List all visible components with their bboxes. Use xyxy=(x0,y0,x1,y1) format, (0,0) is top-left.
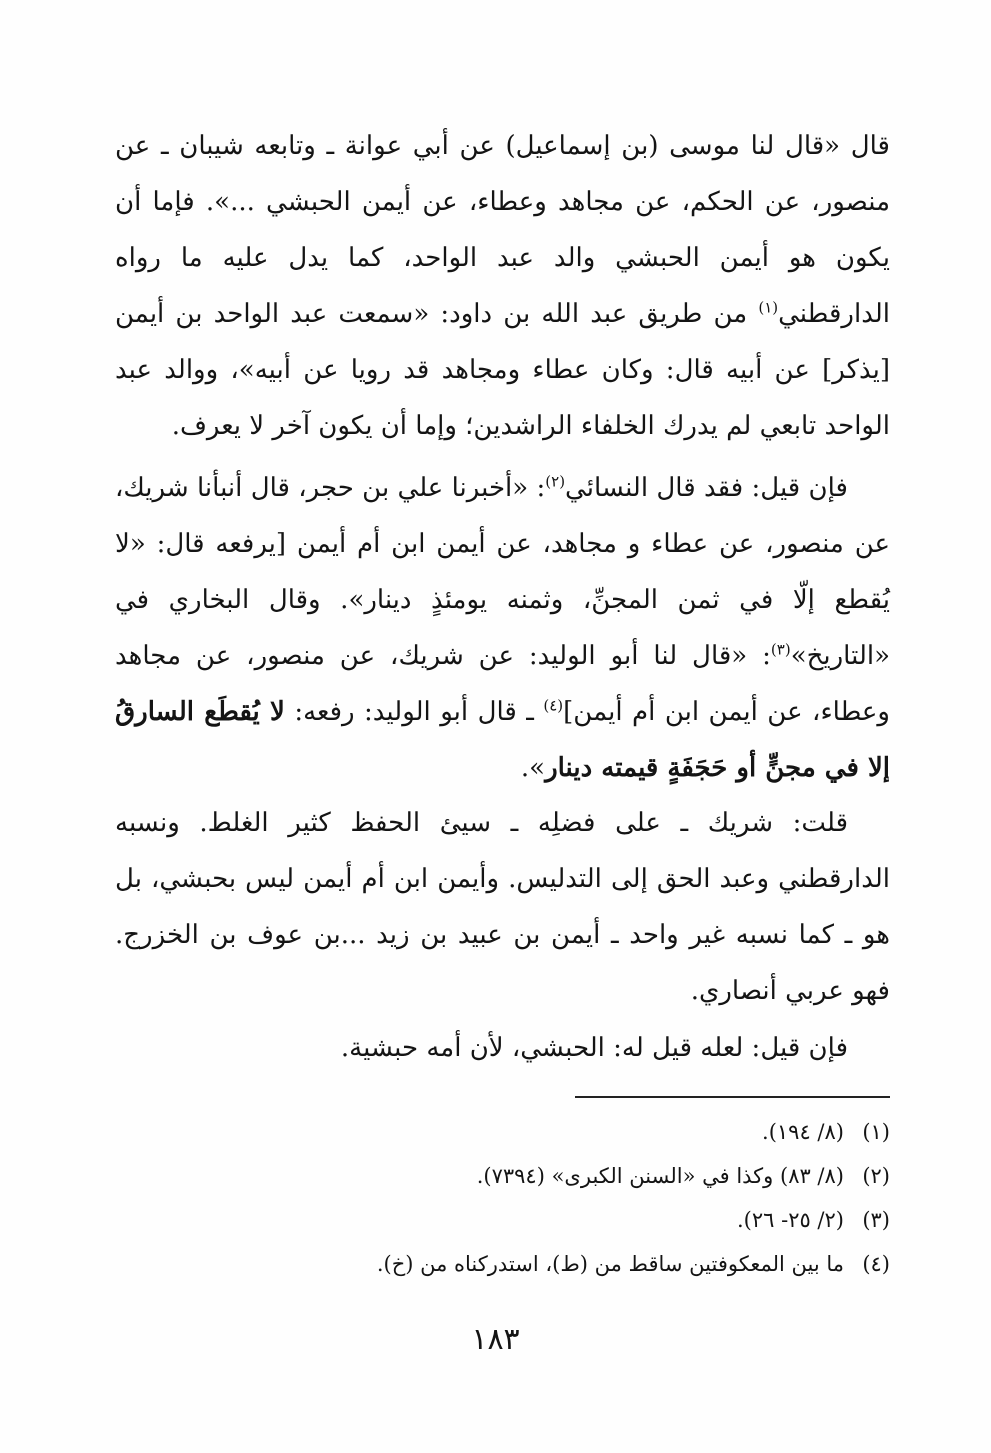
hadith-text-bold: لا يُقطَع السارقُ إلا في مجنٍّ أو حَجَفَةٍ قيمته دينار xyxy=(115,697,890,783)
paragraph-2 xyxy=(115,460,890,796)
footnote-1 xyxy=(200,1110,890,1154)
paragraph-2-text xyxy=(115,460,890,796)
footnote-number: (١) xyxy=(862,1120,890,1144)
paragraph-3 xyxy=(115,795,890,1019)
footnote-ref-3: (٣) xyxy=(770,640,791,659)
paragraph-2-part-4: ـ قال أبو الوليد: رفعه: xyxy=(284,697,544,727)
paragraph-2-end: ». xyxy=(520,753,546,783)
paragraph-1-before-sup: قال «قال لنا موسى (بن إسماعيل) عن أبي عوانة ـ وتابعه شيبان ـ عن منصور، عن الحكم، عن مجاهد وعطاء، عن أيمن الحبشي ...». فإما أن يكون هو أيمن الحبشي والد عبد الواحد، كما يدل عليه ما رواه الدارقطني xyxy=(115,131,890,329)
paragraph-1-after-sup: من طريق عبد الله بن داود: «سمعت عبد الواحد بن أيمن [يذكر] عن أبيه قال: وكان عطاء ومجاهد قد رويا عن أبيه»، ووالد عبد الواحد تابعي لم يدرك الخلفاء الراشدين؛ وإما أن يكون آخر لا يعرف. xyxy=(115,299,890,441)
paragraph-1-text xyxy=(115,118,890,454)
paragraph-1 xyxy=(115,118,890,454)
paragraph-4-text: فإن قيل: لعله قيل له: الحبشي، لأن أمه حبشية. xyxy=(340,1033,848,1063)
footnote-number: (٢) xyxy=(862,1164,890,1188)
page-number: ١٨٣ xyxy=(471,1322,520,1357)
paragraph-2-part-2: : «أخبرنا علي بن حجر، قال أنبأنا شريك، عن منصور، عن عطاء و مجاهد، عن أيمن ابن أم أيمن [يرفعه قال: «لا يُقطع إلّا في ثمن المجنِّ، وثمنه يومئذٍ دينار». وقال البخاري في «التاريخ» xyxy=(115,473,890,671)
footnote-4 xyxy=(200,1242,890,1286)
paragraph-2-part-1: فإن قيل: فقد قال النسائي xyxy=(565,473,848,503)
footnote-text: (٢/ ٢٥- ٢٦). xyxy=(736,1208,844,1232)
footnote-divider xyxy=(575,1096,890,1098)
footnote-text: (٨/ ٨٣) وكذا في «السنن الكبرى» (٧٣٩٤). xyxy=(476,1164,844,1188)
footnotes-section xyxy=(200,1110,890,1286)
paragraph-2-part-3: : «قال لنا أبو الوليد: عن شريك، عن منصور، عن مجاهد وعطاء، عن أيمن ابن أم أيمن] xyxy=(115,641,890,727)
footnote-text: (٨/ ١٩٤). xyxy=(762,1120,844,1144)
footnote-ref-2: (٢) xyxy=(545,472,566,491)
footnote-ref-4: (٤) xyxy=(543,696,564,715)
footnote-2 xyxy=(200,1154,890,1198)
footnote-number: (٤) xyxy=(862,1252,890,1276)
footnote-ref-1: (١) xyxy=(758,298,779,317)
footnote-number: (٣) xyxy=(862,1208,890,1232)
footnote-text: ما بين المعكوفتين ساقط من (ط)، استدركناه من (خ). xyxy=(376,1252,844,1276)
paragraph-4 xyxy=(115,1020,890,1076)
footnote-3 xyxy=(200,1198,890,1242)
paragraph-3-text: قلت: شريك ـ على فضلِه ـ سيئ الحفظ كثير الغلط. ونسبه الدارقطني وعبد الحق إلى التدليس. وأيمن ابن أم أيمن ليس بحبشي، بل هو ـ كما نسبه غير واحد ـ أيمن بن عبيد بن زيد ...بن عوف بن الخزرج. فهو عربي أنصاري. xyxy=(115,808,890,1006)
